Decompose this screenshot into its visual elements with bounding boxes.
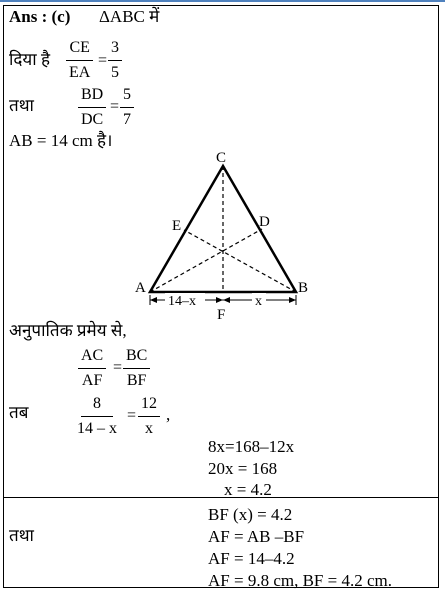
arrow-right-b [289,297,296,303]
vertex-b: B [298,280,309,296]
ratio-ac: AC [78,346,106,369]
ratio-af: AF [81,372,103,389]
ratio-12-x [138,394,160,439]
arrow-left-a [150,297,157,303]
ratio-3: 3 [108,38,122,61]
point-f: F [217,307,226,323]
triangle-label: ΔABC में [99,7,160,26]
tab-label: तब [9,403,29,422]
vertex-a: A [135,280,146,296]
point-e: E [172,218,182,234]
equals-sign: = [98,52,108,69]
vertex-c: C [216,150,227,166]
ratio-dc: DC [81,111,104,128]
given-label: दिया है [9,50,50,69]
ratio-8: 8 [81,394,113,417]
ratio-5: 5 [111,64,119,81]
theorem-title: अनुपातिक प्रमेय से, [9,321,127,340]
final-line-3: AF = 14–4.2 [208,549,295,568]
ratio-8-14x [74,394,120,439]
equals-sign: = [110,98,120,115]
final-line-1: BF (x) = 4.2 [208,505,293,524]
final-tatha-label: तथा [9,526,34,545]
step-2: 20x = 168 [208,459,278,478]
ratio-ce: CE [66,38,92,61]
step-3: x = 4.2 [224,480,272,499]
point-d: D [259,214,270,230]
ratio-ea: EA [69,64,91,81]
equals-sign: = [113,359,123,376]
step-1: 8x=168–12x [208,437,295,456]
segment-af-label: 14–x [168,294,196,309]
ab-length: AB = 14 cm है। [9,131,113,150]
arrow-left-f [223,297,230,303]
ratio-bc-bf [123,346,150,391]
equals-sign: = [127,407,137,424]
cevian-ad [150,229,262,292]
ratio-bd: BD [78,85,106,108]
ratio-ac-af [78,346,106,391]
segment-fb-label: x [255,294,262,309]
ratio-bf: BF [126,372,147,389]
arrow-right-f [216,297,223,303]
ratio-bc: BC [123,346,150,369]
final-line-4: AF = 9.8 cm, BF = 4.2 cm. [208,571,392,590]
comma: , [166,405,171,424]
ratio-7: 7 [123,111,131,128]
ratio-x: x [145,420,153,437]
tatha-label: तथा [9,96,34,115]
ratio-14-minus-x: 14 – x [77,420,117,437]
final-line-2: AF = AB –BF [208,527,305,546]
answer-label: Ans : (c) [9,7,71,26]
ratio-12: 12 [138,394,160,417]
ratio-5b: 5 [120,85,134,108]
